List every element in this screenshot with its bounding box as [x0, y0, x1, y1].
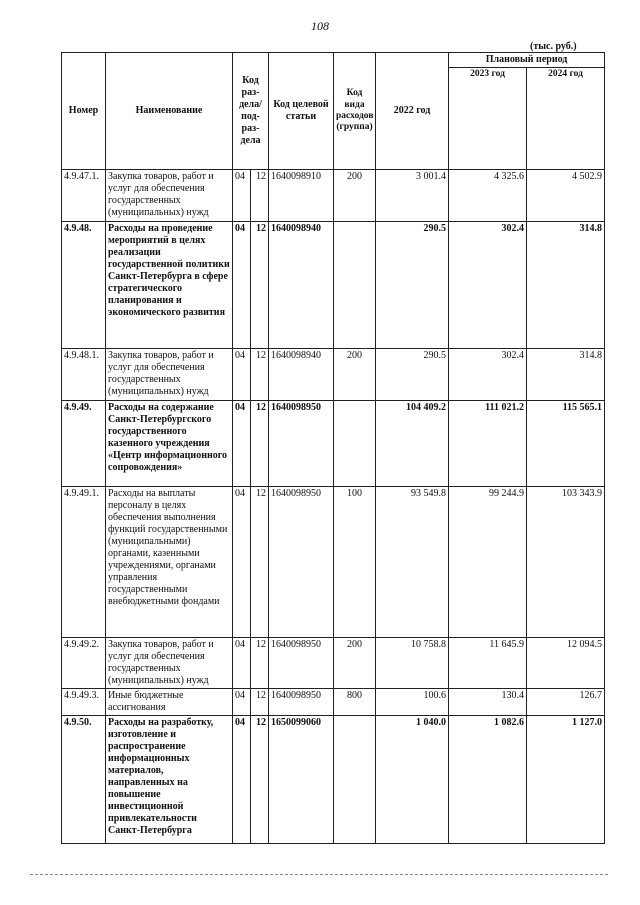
row-target-code: 1640098950 [269, 638, 334, 689]
row-section: 04 [233, 170, 251, 222]
row-number: 4.9.49.2. [62, 638, 106, 689]
row-section: 04 [233, 638, 251, 689]
header-section-code: Код раз-дела/ под-раз-дела [233, 53, 269, 170]
table-row [62, 487, 605, 638]
row-value-2023: 11 645.9 [449, 638, 527, 689]
row-name: Расходы на проведение мероприятий в целях реализации государственной политики Санкт-Петербурга в сфере стратегического планирования и экономического развития [106, 222, 233, 349]
row-value-2022: 1 040.0 [376, 716, 449, 844]
row-expense-type: 200 [334, 170, 376, 222]
row-target-code: 1640098950 [269, 401, 334, 487]
row-value-2022: 104 409.2 [376, 401, 449, 487]
row-number: 4.9.49. [62, 401, 106, 487]
header-year-2024: 2024 год [527, 68, 605, 170]
row-name: Закупка товаров, работ и услуг для обеспечения государственных (муниципальных) нужд [106, 638, 233, 689]
row-value-2024: 126.7 [527, 689, 605, 716]
row-subsection: 12 [251, 689, 269, 716]
table-row [62, 716, 605, 844]
row-name: Закупка товаров, работ и услуг для обеспечения государственных (муниципальных) нужд [106, 170, 233, 222]
row-value-2023: 99 244.9 [449, 487, 527, 638]
row-value-2022: 290.5 [376, 349, 449, 401]
row-value-2022: 10 758.8 [376, 638, 449, 689]
row-name: Расходы на выплаты персоналу в целях обеспечения выполнения функций государственными (муниципальными) органами, казенными учреждениями, органами управления государственными внебюджетными фондами [106, 487, 233, 638]
row-subsection: 12 [251, 170, 269, 222]
row-section: 04 [233, 222, 251, 349]
row-expense-type [334, 401, 376, 487]
budget-table [61, 52, 605, 844]
row-target-code: 1640098950 [269, 487, 334, 638]
header-year-2022: 2022 год [376, 53, 449, 170]
row-number: 4.9.50. [62, 716, 106, 844]
row-value-2022: 100.6 [376, 689, 449, 716]
row-value-2022: 3 001.4 [376, 170, 449, 222]
header-expense-type-code: Код вида расходов (группа) [334, 53, 376, 170]
row-value-2024: 103 343.9 [527, 487, 605, 638]
row-number: 4.9.48.1. [62, 349, 106, 401]
row-expense-type: 200 [334, 638, 376, 689]
row-number: 4.9.48. [62, 222, 106, 349]
row-number: 4.9.49.3. [62, 689, 106, 716]
row-section: 04 [233, 349, 251, 401]
row-target-code: 1640098950 [269, 689, 334, 716]
row-target-code: 1640098940 [269, 222, 334, 349]
table-body [62, 170, 605, 844]
row-value-2024: 115 565.1 [527, 401, 605, 487]
header-year-2023: 2023 год [449, 68, 527, 170]
row-section: 04 [233, 689, 251, 716]
row-subsection: 12 [251, 716, 269, 844]
header-target-code: Код целевой статьи [269, 53, 334, 170]
row-value-2022: 93 549.8 [376, 487, 449, 638]
row-subsection: 12 [251, 222, 269, 349]
table-row [62, 638, 605, 689]
row-value-2023: 111 021.2 [449, 401, 527, 487]
row-number: 4.9.47.1. [62, 170, 106, 222]
row-value-2024: 314.8 [527, 349, 605, 401]
table-row [62, 349, 605, 401]
header-number: Номер [62, 53, 106, 170]
header-name: Наименование [106, 53, 233, 170]
row-expense-type: 800 [334, 689, 376, 716]
row-subsection: 12 [251, 349, 269, 401]
row-expense-type: 100 [334, 487, 376, 638]
header-planned-period: Плановый период [449, 53, 605, 68]
row-subsection: 12 [251, 487, 269, 638]
row-name: Иные бюджетные ассигнования [106, 689, 233, 716]
table-row [62, 689, 605, 716]
row-value-2023: 1 082.6 [449, 716, 527, 844]
table-row [62, 170, 605, 222]
units-label: (тыс. руб.) [530, 41, 577, 52]
row-value-2023: 4 325.6 [449, 170, 527, 222]
row-value-2023: 302.4 [449, 222, 527, 349]
page-number: 108 [311, 19, 329, 33]
row-section: 04 [233, 487, 251, 638]
row-target-code: 1640098910 [269, 170, 334, 222]
row-value-2024: 12 094.5 [527, 638, 605, 689]
row-value-2024: 1 127.0 [527, 716, 605, 844]
row-expense-type [334, 222, 376, 349]
row-subsection: 12 [251, 638, 269, 689]
row-expense-type [334, 716, 376, 844]
row-value-2023: 130.4 [449, 689, 527, 716]
row-section: 04 [233, 401, 251, 487]
row-value-2023: 302.4 [449, 349, 527, 401]
table-row [62, 222, 605, 349]
row-name: Расходы на содержание Санкт-Петербургского государственного казенного учреждения «Центр информационного сопровождения» [106, 401, 233, 487]
row-expense-type: 200 [334, 349, 376, 401]
row-name: Закупка товаров, работ и услуг для обеспечения государственных (муниципальных) нужд [106, 349, 233, 401]
row-value-2024: 4 502.9 [527, 170, 605, 222]
page-bottom-divider [30, 874, 608, 876]
row-target-code: 1640098940 [269, 349, 334, 401]
row-subsection: 12 [251, 401, 269, 487]
row-name: Расходы на разработку, изготовление и распространение информационных материалов, направленных на повышение инвестиционной привлекательности Санкт-Петербурга [106, 716, 233, 844]
row-target-code: 1650099060 [269, 716, 334, 844]
table-row [62, 401, 605, 487]
row-section: 04 [233, 716, 251, 844]
row-value-2022: 290.5 [376, 222, 449, 349]
row-value-2024: 314.8 [527, 222, 605, 349]
row-number: 4.9.49.1. [62, 487, 106, 638]
